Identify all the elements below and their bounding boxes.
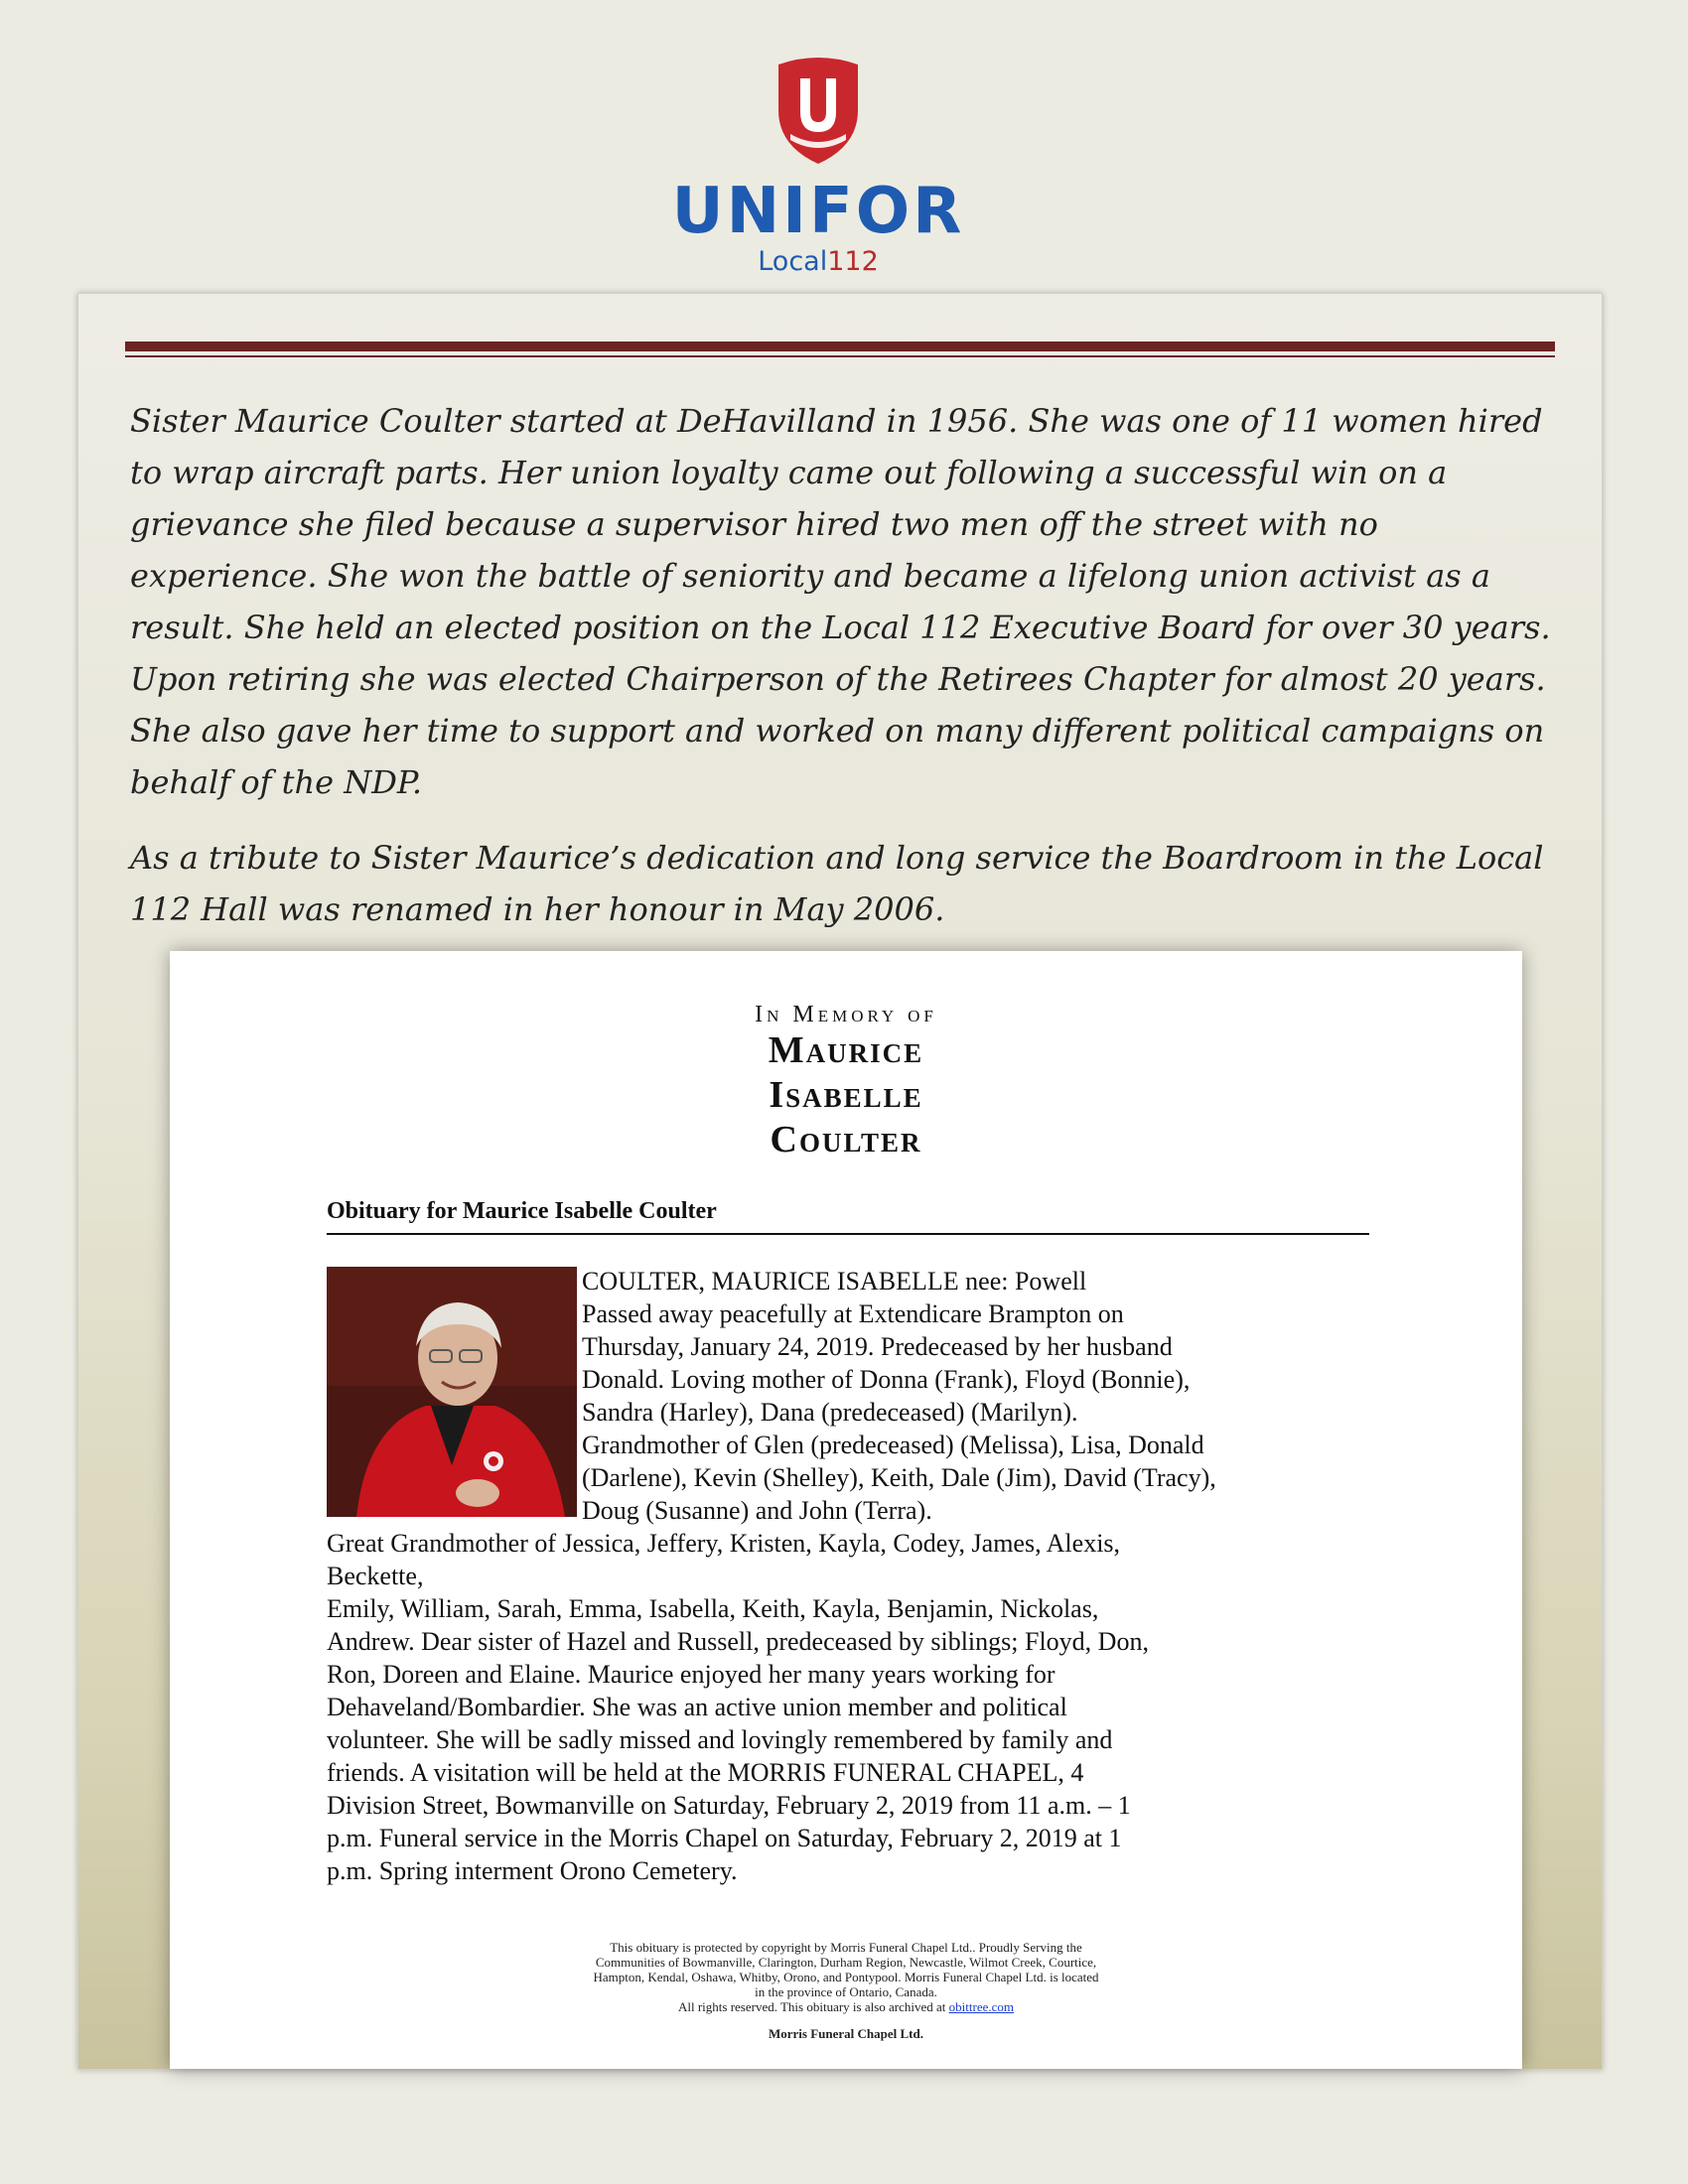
obituary-line: volunteer. She will be sadly missed and lovingly remembered by family and (327, 1725, 1113, 1754)
footer-org: Morris Funeral Chapel Ltd. (769, 2026, 923, 2041)
obituary-line: p.m. Funeral service in the Morris Chapel on Saturday, February 2, 2019 at 1 (327, 1824, 1122, 1852)
obituary-line: Ron, Doreen and Elaine. Maurice enjoyed her many years working for (327, 1660, 1055, 1689)
obituary-heading (170, 1001, 1522, 1162)
tribute-paragraph: Sister Maurice Coulter started at DeHavilland in 1956. She was one of 11 women hired to wrap aircraft parts. Her union loyalty came out following a successful win on a grievance she filed because a supervisor hired two men off the street with no experience. She won the battle of seniority and became a lifelong union activist as a result. She held an elected position on the Local 112 Executive Board for over 30 years. Upon retiring she was elected Chairperson of the Retirees Chapter for almost 20 years. She also gave her time to support and worked on many different political campaigns on behalf of the NDP. (130, 402, 1551, 801)
obituary-line: Sandra (Harley), Dana (predeceased) (Marilyn). (582, 1398, 1078, 1427)
local-number: Local112 (758, 246, 879, 277)
in-memory-label: In Memory of (755, 1002, 937, 1027)
obituary-line: Emily, William, Sarah, Emma, Isabella, Keith, Kayla, Benjamin, Nickolas, (327, 1594, 1099, 1623)
obituary-line: p.m. Spring interment Orono Cemetery. (327, 1856, 738, 1885)
obituary-line: Beckette, (327, 1562, 424, 1590)
footer-line: Communities of Bowmanville, Clarington, Durham Region, Newcastle, Wilmot Creek, Courtice, (595, 1955, 1097, 1970)
brand-wordmark: UNIFOR (671, 175, 965, 248)
name-line: Isabelle (769, 1074, 923, 1116)
name-line: Maurice (768, 1029, 924, 1071)
obituary-line: Donald. Loving mother of Donna (Frank), Floyd (Bonnie), (582, 1365, 1191, 1394)
unifor-logo (0, 55, 1636, 277)
unifor-shield-icon (773, 55, 864, 166)
obituary-card (170, 951, 1522, 2069)
footer-line: Hampton, Kendal, Oshawa, Whitby, Orono, and Pontypool. Morris Funeral Chapel Ltd. is located (593, 1970, 1099, 1984)
obituary-line: Andrew. Dear sister of Hazel and Russell, predeceased by siblings; Floyd, Don, (327, 1627, 1149, 1656)
obituary-line: COULTER, MAURICE ISABELLE nee: Powell (582, 1267, 1087, 1296)
obituary-text (327, 1265, 1379, 1887)
footer-rights: All rights reserved. This obituary is also archived at obittree.com (677, 1999, 1015, 2014)
footer-line: in the province of Ontario, Canada. (755, 1984, 937, 1999)
obituary-line: friends. A visitation will be held at the MORRIS FUNERAL CHAPEL, 4 (327, 1758, 1084, 1787)
obituary-subtitle: Obituary for Maurice Isabelle Coulter (327, 1197, 1369, 1235)
obituary-line: Grandmother of Glen (predeceased) (Melissa), Lisa, Donald (582, 1431, 1204, 1459)
tribute-text (130, 395, 1570, 935)
obituary-line: Division Street, Bowmanville on Saturday, February 2, 2019 from 11 a.m. – 1 (327, 1791, 1131, 1820)
divider-rule-thin (125, 355, 1555, 357)
footer-line: This obituary is protected by copyright by Morris Funeral Chapel Ltd.. Proudly Serving the (610, 1940, 1082, 1955)
obituary-line: Doug (Susanne) and John (Terra). (582, 1496, 932, 1525)
name-line: Coulter (770, 1119, 922, 1160)
obituary-line: (Darlene), Kevin (Shelley), Keith, Dale (Jim), David (Tracy), (582, 1463, 1216, 1492)
obituary-line: Thursday, January 24, 2019. Predeceased by her husband (582, 1332, 1173, 1361)
obituary-line: Great Grandmother of Jessica, Jeffery, Kristen, Kayla, Codey, James, Alexis, (327, 1529, 1121, 1558)
content-panel (77, 293, 1603, 2070)
obituary-line: Dehaveland/Bombardier. She was an active union member and political (327, 1693, 1067, 1721)
obittree-link[interactable]: obittree.com (948, 1999, 1015, 2014)
obituary-line: Passed away peacefully at Extendicare Brampton on (582, 1299, 1124, 1328)
divider-rule (125, 341, 1555, 351)
obituary-footer (170, 1940, 1522, 2041)
tribute-paragraph: As a tribute to Sister Maurice’s dedication and long service the Boardroom in the Local 112 Hall was renamed in her honour in May 2006. (130, 839, 1544, 928)
